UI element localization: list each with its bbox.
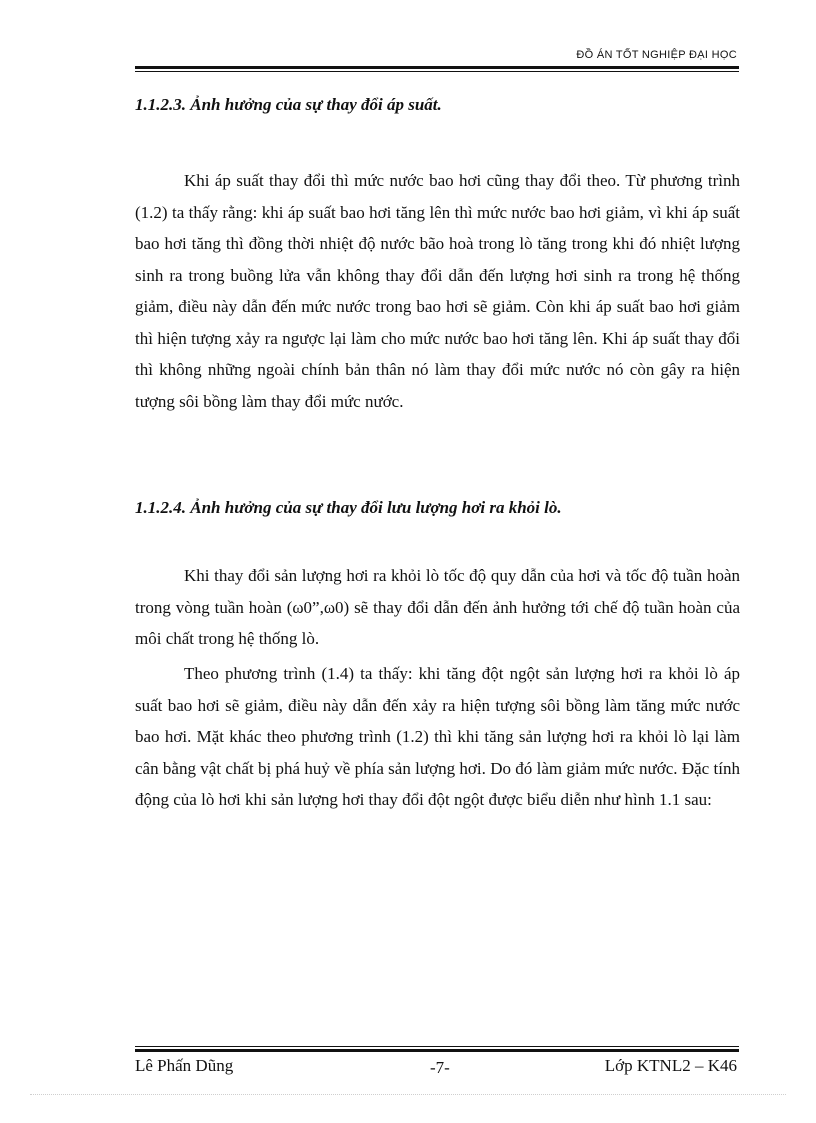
footer-rule xyxy=(135,1049,739,1052)
footer-class-label: Lớp KTNL2 – K46 xyxy=(604,1056,737,1075)
section-2-paragraph-2: Theo phương trình (1.4) ta thấy: khi tăng đột ngột sản lượng hơi ra khỏi lò áp suất bao hơi sẽ giảm, điều này dẫn đến xảy ra hiện tượng sôi bồng làm tăng mức nước bao hơi. Mặt khác theo phương trình (1.2) thì khi tăng sản lượng hơi ra khỏi lò lại làm cân bằng vật chất bị phá huỷ về phía sản lượng hơi. Do đó làm giảm mức nước. Đặc tính động của lò hơi khi sản lượng hơi thay đổi đột ngột được biểu diễn như hình 1.1 sau: xyxy=(135,664,740,809)
page-footer xyxy=(135,1046,739,1086)
footer-page-number: -7- xyxy=(430,1058,450,1077)
header-title: ĐỒ ÁN TỐT NGHIỆP ĐẠI HỌC xyxy=(576,49,737,61)
header-rule xyxy=(135,66,739,69)
section-heading-1-1-2-3: 1.1.2.3. Ảnh hưởng của sự thay đổi áp suất. xyxy=(135,95,442,114)
section-1-paragraph: Khi áp suất thay đổi thì mức nước bao hơi cũng thay đổi theo. Từ phương trình (1.2) ta thấy rằng: khi áp suất bao hơi tăng lên thì mức nước bao hơi giảm, vì khi áp suất bao hơi tăng thì đồng thời nhiệt độ nước bão hoà trong lò tăng trong khi đó nhiệt lượng sinh ra trong buồng lửa vẫn không thay đổi dẫn đến lượng hơi sinh ra trong hệ thống giảm, điều này dẫn đến mức nước trong bao hơi sẽ giảm. Còn khi áp suất bao hơi giảm thì hiện tượng xảy ra ngược lại làm cho mức nước bao hơi tăng lên. Khi áp suất thay đổi thì không những ngoài chính bản thân nó làm thay đổi mức nước nó còn gây ra hiện tượng sôi bồng làm thay đổi mức nước. xyxy=(135,171,740,411)
section-heading-1-1-2-4: 1.1.2.4. Ảnh hưởng của sự thay đổi lưu lượng hơi ra khỏi lò. xyxy=(135,498,562,517)
page-bottom-border xyxy=(30,1094,786,1095)
section-2-paragraph-1: Khi thay đổi sản lượng hơi ra khỏi lò tốc độ quy dẫn của hơi và tốc độ tuần hoàn trong vòng tuần hoàn (ω0”,ω0) sẽ thay đổi dẫn đến ảnh hưởng tới chế độ tuần hoàn của môi chất trong hệ thống lò. xyxy=(135,566,740,648)
page-header xyxy=(135,49,739,73)
footer-author: Lê Phấn Dũng xyxy=(135,1056,234,1075)
footer-rule-thin xyxy=(135,1046,739,1047)
header-rule-thin xyxy=(135,71,739,72)
